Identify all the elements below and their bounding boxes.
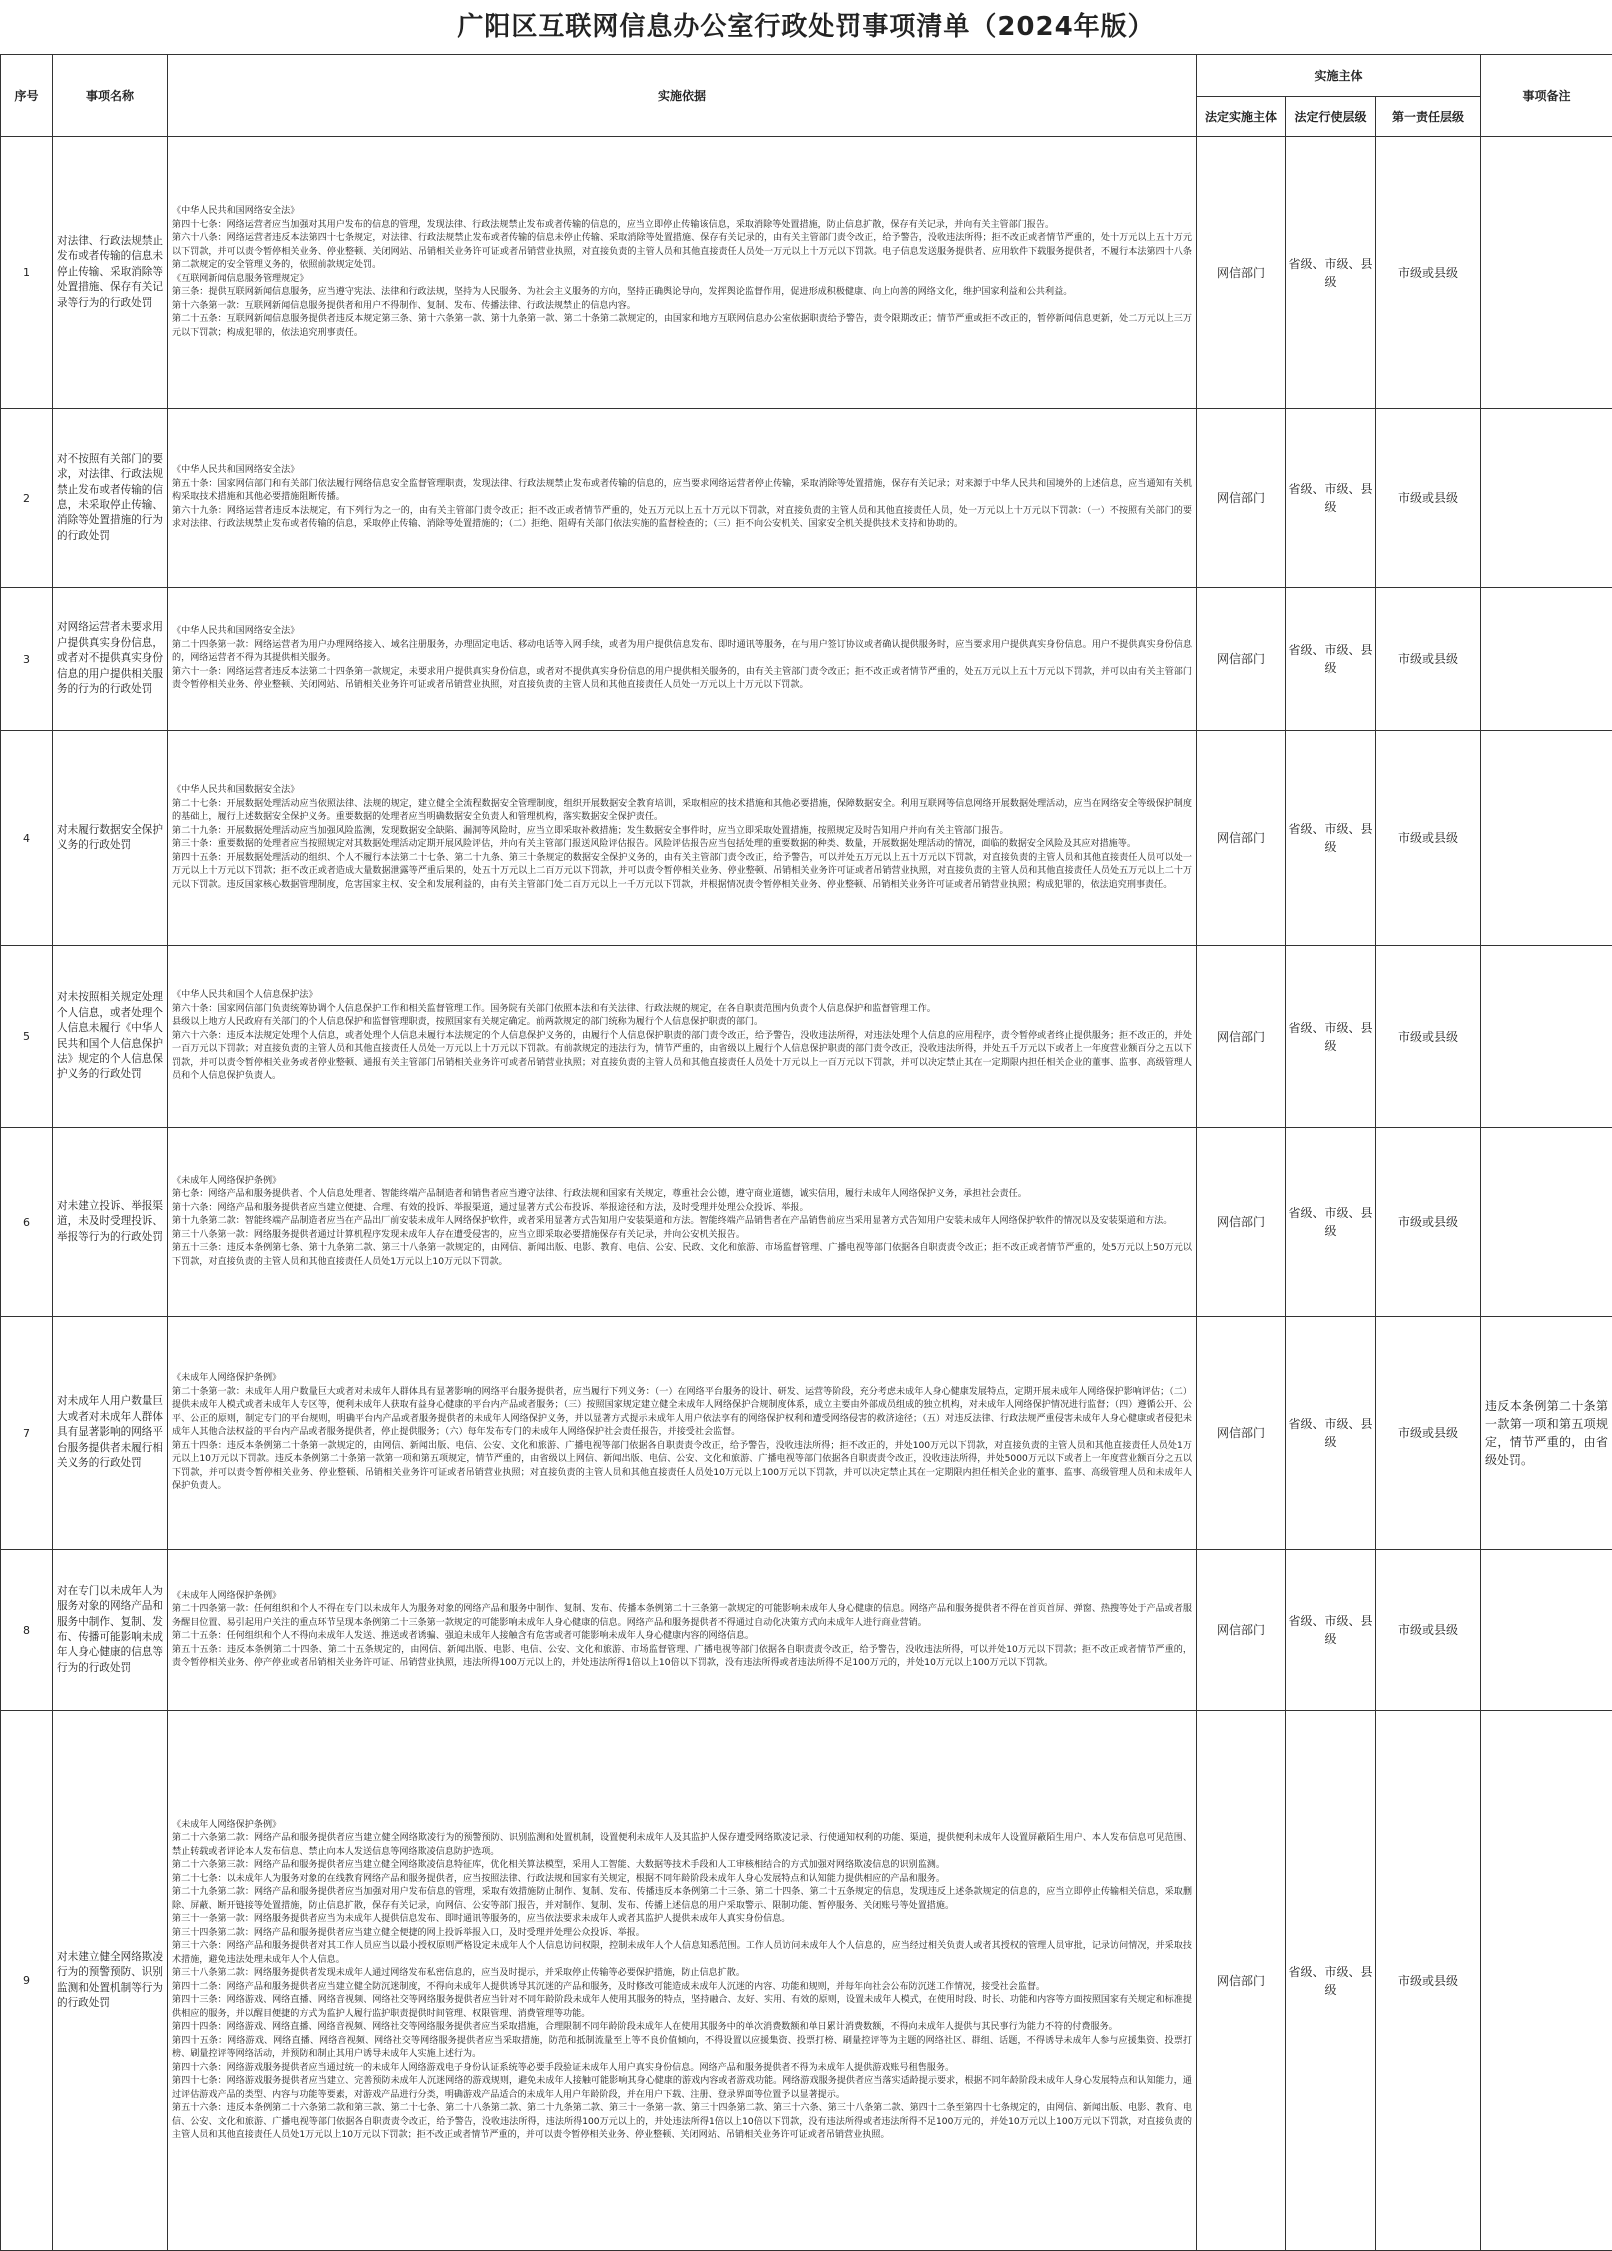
- row-remark: [1481, 731, 1612, 946]
- row-basis-cell: [168, 588, 1197, 731]
- header-first-level: 第一责任层级: [1376, 97, 1481, 137]
- row-basis: 《未成年人网络保护条例》 第二十四条第一款：任何组织和个人不得在专门以未成年人为服务对象的网络产品和服务中制作、复制、发布、传播本条例第二十三条第一款规定的可能影响未成年人身心健康的信息。网络产品和服务提供者不得在首页首屏、弹窗、热搜等处于产品或者服务醒目位置、易引起用户关注的重点环节呈现本条例第二十三条第一款规定的可能影响未成年人身心健康的信息。网络产品和服务提供者不得通过自动化决策方式向未成年人进行商业营销。 第二十五条：任何组织和个人不得向未成年人发送、推送或者诱骗、强迫未成年人接触含有危害或者可能影响未成年人身心健康内容的网络信息。 第五十五条：违反本条例第二十四条、第二十五条规定的，由网信、新闻出版、电影、电信、公安、文化和旅游、市场监督管理、广播电视等部门依据各自职责责令改正，给予警告，没收违法所得，可以并处10万元以下罚款；拒不改正或者情节严重的，责令暂停相关业务、停产停业或者吊销相关业务许可证、吊销营业执照，违法所得100万元以上的，并处违法所得1倍以上10倍以下罚款，没有违法所得或者违法所得不足100万元的，并处10万元以上100万元以下罚款。: [172, 1590, 1192, 1668]
- table-row: [1, 946, 1612, 1128]
- row-basis: 《未成年人网络保护条例》 第二十条第一款：未成年人用户数量巨大或者对未成年人群体具有显著影响的网络平台服务提供者，应当履行下列义务：（一）在网络平台服务的设计、研发、运营等阶段，充分考虑未成年人身心健康发展特点，定期开展未成年人网络保护影响评估；（二）提供未成年人模式或者未成年人专区等，便利未成年人获取有益身心健康的平台内产品或者服务；（三）按照国家规定建立健全未成年人网络保护合规制度体系，成立主要由外部成员组成的独立机构，对未成年人网络保护情况进行监督；（四）遵循公开、公平、公正的原则，制定专门的平台规则，明确平台内产品或者服务提供者的未成年人网络保护义务，并以显著方式提示未成年人用户依法享有的网络保护权利和遭受网络侵害的救济途径；（五）对违反法律、行政法规严重侵害未成年人身心健康或者侵犯未成年人其他合法权益的平台内产品或者服务提供者，停止提供服务；（六）每年发布专门的未成年人网络保护社会责任报告，并接受社会监督。 第五十四条：违反本条例第二十条第一款规定的，由网信、新闻出版、电信、公安、文化和旅游、广播电视等部门依据各自职责责令改正，给予警告，没收违法所得；拒不改正的，并处100万元以下罚款，对直接负责的主管人员和其他直接责任人员处1万元以上10万元以下罚款。违反本条例第二十条第一款第一项和第五项规定，情节严重的，由省级以上网信、新闻出版、电信、公安、文化和旅游、广播电视等部门依据各自职责责令改正，没收违法所得，并处5000万元以下或者上一年度营业额百分之五以下罚款，并可以责令暂停相关业务、停业整顿、吊销相关业务许可证或者吊销营业执照；对直接负责的主管人员和其他直接责任人员处10万元以上100万元以下罚款，并可以决定禁止其在一定期限内担任相关企业的董事、监事、高级管理人员和未成年人保护负责人。: [172, 1373, 1192, 1492]
- row-first-level: 市级或县级: [1376, 1550, 1481, 1711]
- row-first-level: 市级或县级: [1376, 1317, 1481, 1550]
- row-seq: 4: [1, 731, 53, 946]
- row-basis-cell: [168, 731, 1197, 946]
- row-basis: 《未成年人网络保护条例》 第七条：网络产品和服务提供者、个人信息处理者、智能终端产品制造者和销售者应当遵守法律、行政法规和国家有关规定，尊重社会公德，遵守商业道德，诚实信用，履行未成年人网络保护义务，承担社会责任。 第十六条：网络产品和服务提供者应当建立便捷、合理、有效的投诉、举报渠道，通过显著方式公布投诉、举报途径和方法，及时受理并处理公众投诉、举报。 第十九条第二款：智能终端产品制造者应当在产品出厂前安装未成年人网络保护软件，或者采用显著方式告知用户安装渠道和方法。智能终端产品销售者在产品销售前应当采用显著方式告知用户安装未成年人网络保护软件的情况以及安装渠道和方法。 第三十八条第一款：网络服务提供者通过计算机程序发现未成年人存在遭受侵害的，应当立即采取必要措施保存有关记录，并向公安机关报告。 第五十三条：违反本条例第七条、第十九条第二款、第三十八条第一款规定的，由网信、新闻出版、电影、教育、电信、公安、民政、文化和旅游、市场监督管理、广播电视等部门依据各自职责责令改正；拒不改正或者情节严重的，处5万元以上50万元以下罚款，对直接负责的主管人员和其他直接责任人员处1万元以上10万元以下罚款。: [172, 1175, 1192, 1267]
- row-legal-subject: 网信部门: [1197, 1711, 1286, 2251]
- row-basis: 《未成年人网络保护条例》 第二十六条第二款：网络产品和服务提供者应当建立健全网络欺凌行为的预警预防、识别监测和处置机制，设置便利未成年人及其监护人保存遭受网络欺凌记录、行使通知权利的功能、渠道，提供便利未成年人设置屏蔽陌生用户、本人发布信息可见范围、禁止转载或者评论本人发布信息、禁止向本人发送信息等网络欺凌信息防护选项。 第二十六条第三款：网络产品和服务提供者应当建立健全网络欺凌信息特征库，优化相关算法模型，采用人工智能、大数据等技术手段和人工审核相结合的方式加强对网络欺凌信息的识别监测。 第二十七条：以未成年人为服务对象的在线教育网络产品和服务提供者，应当按照法律、行政法规和国家有关规定，根据不同年龄阶段未成年人身心发展特点和认知能力提供相应的产品和服务。 第二十九条第二款：网络产品和服务提供者应当加强对用户发布信息的管理，采取有效措施防止制作、复制、发布、传播违反本条例第二十三条、第二十四条、第二十五条规定的信息，发现违反上述条款规定的信息的，应当立即停止传输相关信息，采取删除、屏蔽、断开链接等处置措施，防止信息扩散，保存有关记录，向网信、公安等部门报告，并对制作、复制、发布、传播上述信息的用户采取警示、限制功能、暂停服务、关闭账号等处置措施。 第三十一条第一款：网络服务提供者应当为未成年人提供信息发布、即时通讯等服务的，应当依法要求未成年人或者其监护人提供未成年人真实身份信息。 第三十四条第二款：网络产品和服务提供者应当建立健全便捷的网上投诉举报入口，及时受理并处理公众投诉、举报。 第三十六条：网络产品和服务提供者对其工作人员应当以最小授权原则严格设定未成年人个人信息访问权限，控制未成年人个人信息知悉范围。工作人员访问未成年人个人信息的，应当经过相关负责人或者其授权的管理人员审批，记录访问情况，并采取技术措施，避免违法处理未成年人个人信息。 第三十八条第二款：网络服务提供者发现未成年人通过网络发布私密信息的，应当及时提示，并采取停止传输等必要保护措施，防止信息扩散。 第四十二条：网络产品和服务提供者应当建立健全防沉迷制度，不得向未成年人提供诱导其沉迷的产品和服务，及时修改可能造成未成年人沉迷的内容、功能和规则，并每年向社会公布防沉迷工作情况，接受社会监督。 第四十三条：网络游戏、网络直播、网络音视频、网络社交等网络服务提供者应当针对不同年龄阶段未成年人使用其服务的特点，坚持融合、友好、实用、有效的原则，设置未成年人模式，在使用时段、时长、功能和内容等方面按照国家有关规定和标准提供相应的服务，并以醒目便捷的方式为监护人履行监护职责提供时间管理、权限管理、消费管理等功能。 第四十四条：网络游戏、网络直播、网络音视频、网络社交等网络服务提供者应当采取措施，合理限制不同年龄阶段未成年人在使用其服务中的单次消费数额和单日累计消费数额，不得向未成年人提供与其民事行为能力不符的付费服务。 第四十五条：网络游戏、网络直播、网络音视频、网络社交等网络服务提供者应当采取措施，防范和抵制流量至上等不良价值倾向，不得设置以应援集资、投票打榜、刷量控评等为主题的网络社区、群组、话题，不得诱导未成年人参与应援集资、投票打榜、刷量控评等网络活动，并预防和制止其用户诱导未成年人实施上述行为。 第四十六条：网络游戏服务提供者应当通过统一的未成年人网络游戏电子身份认证系统等必要手段验证未成年人用户真实身份信息。网络产品和服务提供者不得为未成年人提供游戏账号租售服务。 第四十七条：网络游戏服务提供者应当建立、完善预防未成年人沉迷网络的游戏规则，避免未成年人接触可能影响其身心健康的游戏内容或者游戏功能。网络游戏服务提供者应当落实适龄提示要求，根据不同年龄阶段未成年人身心发展特点和认知能力，通过评估游戏产品的类型、内容与功能等要素，对游戏产品进行分类，明确游戏产品适合的未成年人用户年龄阶段，并在用户下载、注册、登录界面等位置予以显著提示。 第五十六条：违反本条例第二十六条第二款和第三款、第二十七条、第二十八条第二款、第二十九条第二款、第三十一条第一款、第三十四条第二款、第三十六条、第三十八条第二款、第四十二条至第四十七条规定的，由网信、新闻出版、电影、教育、电信、公安、文化和旅游、广播电视等部门依据各自职责责令改正，给予警告，没收违法所得，违法所得100万元以上的，并处违法所得1倍以上10倍以下罚款，没有违法所得或者违法所得不足100万元的，并处10万元以上100万元以下罚款，对直接负责的主管人员和其他直接责任人员处1万元以上10万元以下罚款；拒不改正或者情节严重的，并可以责令暂停相关业务、停业整顿、关闭网站、吊销相关业务许可证或者吊销营业执照。: [172, 1819, 1192, 2140]
- row-legal-subject: 网信部门: [1197, 946, 1286, 1128]
- row-basis: 《中华人民共和国数据安全法》 第二十七条：开展数据处理活动应当依照法律、法规的规定，建立健全全流程数据安全管理制度，组织开展数据安全教育培训，采取相应的技术措施和其他必要措施，保障数据安全。利用互联网等信息网络开展数据处理活动，应当在网络安全等级保护制度的基础上，履行上述数据安全保护义务。重要数据的处理者应当明确数据安全负责人和管理机构，落实数据安全保护责任。 第二十九条：开展数据处理活动应当加强风险监测，发现数据安全缺陷、漏洞等风险时，应当立即采取补救措施；发生数据安全事件时，应当立即采取处置措施，按照规定及时告知用户并向有关主管部门报告。 第三十条：重要数据的处理者应当按照规定对其数据处理活动定期开展风险评估，并向有关主管部门报送风险评估报告。风险评估报告应当包括处理的重要数据的种类、数量，开展数据处理活动的情况，面临的数据安全风险及其应对措施等。 第四十五条：开展数据处理活动的组织、个人不履行本法第二十七条、第二十九条、第三十条规定的数据安全保护义务的，由有关主管部门责令改正，给予警告，可以并处五万元以上五十万元以下罚款，对直接负责的主管人员和其他直接责任人员可以处一万元以上十万元以下罚款；拒不改正或者造成大量数据泄露等严重后果的，处五十万元以上二百万元以下罚款，并可以责令暂停相关业务、停业整顿、吊销相关业务许可证或者吊销营业执照，对直接负责的主管人员和其他直接责任人员处五万元以上二十万元以下罚款。违反国家核心数据管理制度，危害国家主权、安全和发展利益的，由有关主管部门处二百万元以上一千万元以下罚款，并根据情况责令暂停相关业务、停业整顿、吊销相关业务许可证或者吊销营业执照；构成犯罪的，依法追究刑事责任。: [172, 785, 1192, 890]
- row-first-level: 市级或县级: [1376, 1128, 1481, 1317]
- row-basis: 《中华人民共和国网络安全法》 第四十七条：网络运营者应当加强对其用户发布的信息的管理，发现法律、行政法规禁止发布或者传输的信息的，应当立即停止传输该信息，采取消除等处置措施，防止信息扩散，保存有关记录，并向有关主管部门报告。 第六十八条：网络运营者违反本法第四十七条规定，对法律、行政法规禁止发布或者传输的信息未停止传输、采取消除等处置措施、保存有关记录的，由有关主管部门责令改正，给予警告，没收违法所得；拒不改正或者情节严重的，处十万元以上五十万元以下罚款，并可以责令暂停相关业务、停业整顿、关闭网站、吊销相关业务许可证或者吊销营业执照，对直接负责的主管人员和其他直接责任人员处一万元以上十万元以下罚款。电子信息发送服务提供者、应用软件下载服务提供者，不履行本法第四十八条第二款规定的安全管理义务的，依照前款规定处罚。 《互联网新闻信息服务管理规定》 第三条：提供互联网新闻信息服务，应当遵守宪法、法律和行政法规，坚持为人民服务、为社会主义服务的方向，坚持正确舆论导向，发挥舆论监督作用，促进形成积极健康、向上向善的网络文化，维护国家利益和公共利益。 第十六条第一款：互联网新闻信息服务提供者和用户不得制作、复制、发布、传播法律、行政法规禁止的信息内容。 第二十五条：互联网新闻信息服务提供者违反本规定第三条、第十六条第一款、第十九条第一款、第二十条第二款规定的，由国家和地方互联网信息办公室依据职责给予警告，责令限期改正；情节严重或拒不改正的，暂停新闻信息更新，处二万元以上三万元以下罚款；构成犯罪的，依法追究刑事责任。: [172, 206, 1192, 338]
- row-seq: 3: [1, 588, 53, 731]
- table-row: [1, 731, 1612, 946]
- row-first-level: 市级或县级: [1376, 137, 1481, 409]
- penalty-table: [0, 54, 1612, 2251]
- row-seq: 9: [1, 1711, 53, 2251]
- row-legal-level: 省级、市级、县级: [1286, 1128, 1376, 1317]
- row-item-name: 对未建立健全网络欺凌行为的预警预防、识别监测和处置机制等行为的行政处罚: [53, 1711, 168, 2251]
- row-basis-cell: [168, 409, 1197, 588]
- row-legal-level: 省级、市级、县级: [1286, 1317, 1376, 1550]
- row-basis: 《中华人民共和国网络安全法》 第五十条：国家网信部门和有关部门依法履行网络信息安全监督管理职责，发现法律、行政法规禁止发布或者传输的信息的，应当要求网络运营者停止传输，采取消除等处置措施，保存有关记录；对来源于中华人民共和国境外的上述信息，应当通知有关机构采取技术措施和其他必要措施阻断传播。 第六十九条：网络运营者违反本法规定，有下列行为之一的，由有关主管部门责令改正；拒不改正或者情节严重的，处五万元以上五十万元以下罚款，对直接负责的主管人员和其他直接责任人员，处一万元以上十万元以下罚款：（一）不按照有关部门的要求对法律、行政法规禁止发布或者传输的信息，采取停止传输、消除等处置措施的；（二）拒绝、阻碍有关部门依法实施的监督检查的；（三）拒不向公安机关、国家安全机关提供技术支持和协助的。: [172, 465, 1192, 530]
- row-basis-cell: [168, 1550, 1197, 1711]
- table-row: [1, 137, 1612, 409]
- row-legal-subject: 网信部门: [1197, 409, 1286, 588]
- row-basis-cell: [168, 1317, 1197, 1550]
- table-row: [1, 1550, 1612, 1711]
- row-first-level: 市级或县级: [1376, 946, 1481, 1128]
- row-remark: [1481, 946, 1612, 1128]
- row-legal-level: 省级、市级、县级: [1286, 409, 1376, 588]
- row-legal-subject: 网信部门: [1197, 588, 1286, 731]
- table-row: [1, 1711, 1612, 2251]
- row-legal-level: 省级、市级、县级: [1286, 1711, 1376, 2251]
- row-legal-subject: 网信部门: [1197, 1128, 1286, 1317]
- row-basis-cell: [168, 1711, 1197, 2251]
- row-seq: 8: [1, 1550, 53, 1711]
- header-basis: 实施依据: [168, 55, 1197, 137]
- row-remark: [1481, 409, 1612, 588]
- row-legal-level: 省级、市级、县级: [1286, 137, 1376, 409]
- header-remark: 事项备注: [1481, 55, 1612, 137]
- row-item-name: 对不按照有关部门的要求，对法律、行政法规禁止发布或者传输的信息，未采取停止传输、消除等处置措施的行为的行政处罚: [53, 409, 168, 588]
- row-basis-cell: [168, 1128, 1197, 1317]
- row-remark: [1481, 1550, 1612, 1711]
- row-first-level: 市级或县级: [1376, 731, 1481, 946]
- table-row: [1, 409, 1612, 588]
- header-legal-subject: 法定实施主体: [1197, 97, 1286, 137]
- table-header: [1, 55, 1612, 137]
- row-item-name: 对未成年人用户数量巨大或者对未成年人群体具有显著影响的网络平台服务提供者未履行相关义务的行政处罚: [53, 1317, 168, 1550]
- table-row: [1, 1317, 1612, 1550]
- row-basis-cell: [168, 137, 1197, 409]
- row-legal-level: 省级、市级、县级: [1286, 946, 1376, 1128]
- header-legal-level: 法定行使层级: [1286, 97, 1376, 137]
- row-seq: 1: [1, 137, 53, 409]
- row-remark: [1481, 137, 1612, 409]
- row-remark: [1481, 1128, 1612, 1317]
- row-basis: 《中华人民共和国网络安全法》 第二十四条第一款：网络运营者为用户办理网络接入、域名注册服务，办理固定电话、移动电话等入网手续，或者为用户提供信息发布、即时通讯等服务，在与用户签订协议或者确认提供服务时，应当要求用户提供真实身份信息。用户不提供真实身份信息的，网络运营者不得为其提供相关服务。 第六十一条：网络运营者违反本法第二十四条第一款规定，未要求用户提供真实身份信息，或者对不提供真实身份信息的用户提供相关服务的，由有关主管部门责令改正；拒不改正或者情节严重的，处五万元以上五十万元以下罚款，并可以由有关主管部门责令暂停相关业务、停业整顿、关闭网站、吊销相关业务许可证或者吊销营业执照，对直接负责的主管人员和其他直接责任人员处一万元以上十万元以下罚款。: [172, 626, 1192, 691]
- page-title: 广阳区互联网信息办公室行政处罚事项清单（2024年版）: [457, 12, 1155, 42]
- row-first-level: 市级或县级: [1376, 588, 1481, 731]
- row-legal-level: 省级、市级、县级: [1286, 731, 1376, 946]
- row-basis-cell: [168, 946, 1197, 1128]
- row-first-level: 市级或县级: [1376, 409, 1481, 588]
- header-name: 事项名称: [53, 55, 168, 137]
- row-remark: [1481, 588, 1612, 731]
- row-seq: 5: [1, 946, 53, 1128]
- row-item-name: 对在专门以未成年人为服务对象的网络产品和服务中制作、复制、发布、传播可能影响未成年人身心健康的信息等行为的行政处罚: [53, 1550, 168, 1711]
- row-seq: 6: [1, 1128, 53, 1317]
- row-legal-subject: 网信部门: [1197, 1317, 1286, 1550]
- table-row: [1, 588, 1612, 731]
- header-seq: 序号: [1, 55, 53, 137]
- row-seq: 2: [1, 409, 53, 588]
- row-item-name: 对法律、行政法规禁止发布或者传输的信息未停止传输、采取消除等处置措施、保存有关记录等行为的行政处罚: [53, 137, 168, 409]
- row-legal-level: 省级、市级、县级: [1286, 588, 1376, 731]
- row-basis: 《中华人民共和国个人信息保护法》 第六十条：国家网信部门负责统筹协调个人信息保护工作和相关监督管理工作。国务院有关部门依照本法和有关法律、行政法规的规定，在各自职责范围内负责个人信息保护和监督管理工作。 县级以上地方人民政府有关部门的个人信息保护和监督管理职责，按照国家有关规定确定。前两款规定的部门统称为履行个人信息保护职责的部门。 第六十六条：违反本法规定处理个人信息，或者处理个人信息未履行本法规定的个人信息保护义务的，由履行个人信息保护职责的部门责令改正，给予警告，没收违法所得，对违法处理个人信息的应用程序，责令暂停或者终止提供服务；拒不改正的，并处一百万元以下罚款；对直接负责的主管人员和其他直接责任人员处一万元以上十万元以下罚款。有前款规定的违法行为，情节严重的，由省级以上履行个人信息保护职责的部门责令改正，没收违法所得，并处五千万元以下或者上一年度营业额百分之五以下罚款，并可以责令暂停相关业务或者停业整顿、通报有关主管部门吊销相关业务许可或者吊销营业执照；对直接负责的主管人员和其他直接责任人员处十万元以上一百万元以下罚款，并可以决定禁止其在一定期限内担任相关企业的董事、监事、高级管理人员和个人信息保护负责人。: [172, 990, 1192, 1082]
- row-item-name: 对未建立投诉、举报渠道，未及时受理投诉、举报等行为的行政处罚: [53, 1128, 168, 1317]
- row-legal-level: 省级、市级、县级: [1286, 1550, 1376, 1711]
- table-row: [1, 1128, 1612, 1317]
- row-seq: 7: [1, 1317, 53, 1550]
- row-item-name: 对未履行数据安全保护义务的行政处罚: [53, 731, 168, 946]
- row-first-level: 市级或县级: [1376, 1711, 1481, 2251]
- row-item-name: 对网络运营者未要求用户提供真实身份信息，或者对不提供真实身份信息的用户提供相关服务的行为的行政处罚: [53, 588, 168, 731]
- header-subject: 实施主体: [1197, 55, 1481, 97]
- row-legal-subject: 网信部门: [1197, 731, 1286, 946]
- row-remark: 违反本条例第二十条第一款第一项和第五项规定，情节严重的，由省级处罚。: [1481, 1317, 1612, 1550]
- row-legal-subject: 网信部门: [1197, 137, 1286, 409]
- table-body: [1, 137, 1612, 2251]
- row-legal-subject: 网信部门: [1197, 1550, 1286, 1711]
- row-item-name: 对未按照相关规定处理个人信息，或者处理个人信息未履行《中华人民共和国个人信息保护法》规定的个人信息保护义务的行政处罚: [53, 946, 168, 1128]
- row-remark: [1481, 1711, 1612, 2251]
